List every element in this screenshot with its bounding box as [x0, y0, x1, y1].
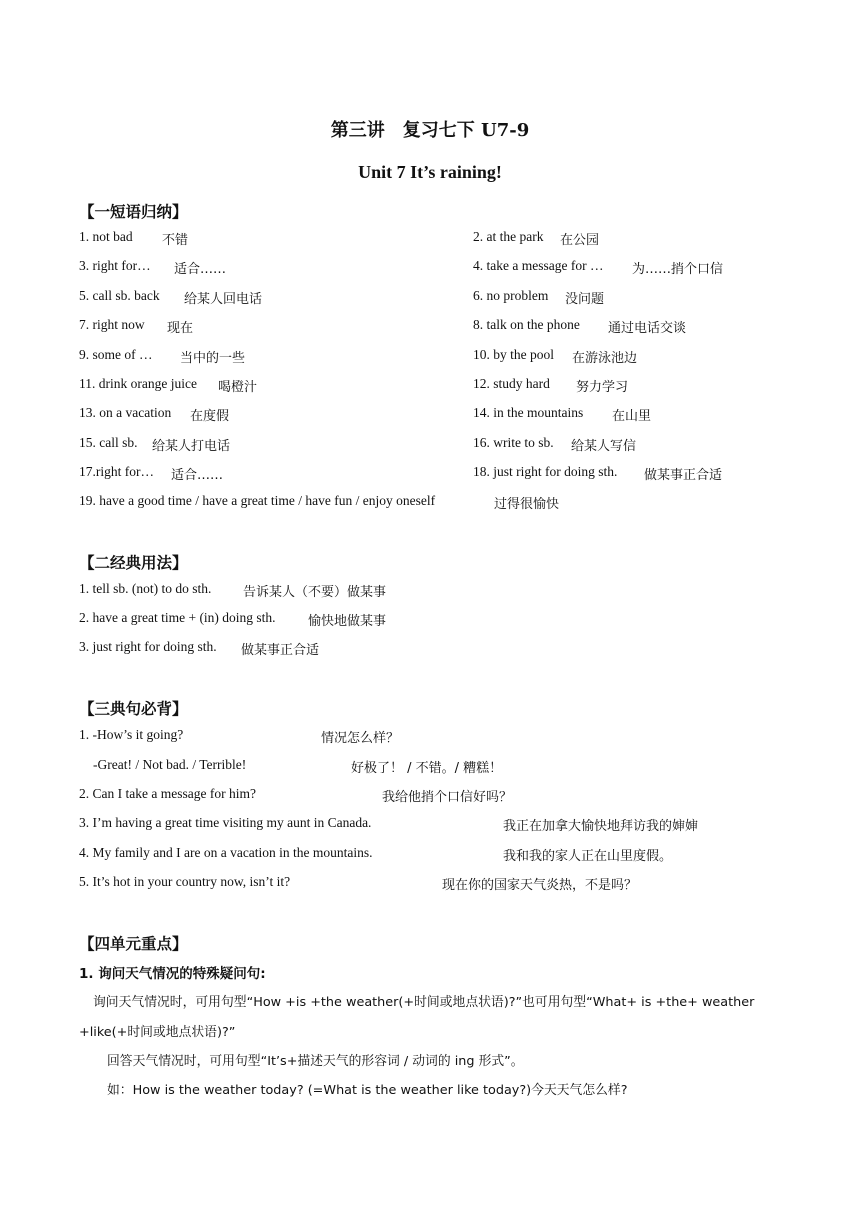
phrase-en: 14. in the mountains — [473, 405, 584, 420]
phrase-en: 8. talk on the phone — [473, 317, 580, 332]
phrase-cn: 努力学习 — [576, 380, 629, 395]
usage-item-cn: 愉快地做某事 — [308, 614, 387, 629]
usage-item-en: 1. tell sb. (not) to do sth. — [79, 581, 212, 596]
phrase-en: 18. just right for doing sth. — [473, 464, 618, 479]
phrase-en: 5. call sb. back — [79, 288, 160, 303]
usage-item-en: 3. just right for doing sth. — [79, 639, 217, 654]
phrase-cn: 适合…… — [174, 262, 227, 277]
phrase-cn: 过得很愉快 — [494, 497, 560, 512]
phrase-en: 4. take a message for … — [473, 258, 604, 273]
phrase-cn: 在度假 — [190, 409, 230, 424]
phrase-item — [79, 493, 435, 509]
phrase-en: 6. no problem — [473, 288, 549, 303]
phrase-en: 1. not bad — [79, 229, 133, 244]
phrase-cn: 给某人写信 — [571, 439, 637, 454]
phrase-cn: 当中的一些 — [180, 351, 246, 366]
key-point-text: 询问天气情况时，可用句型“How +is +the weather(+时间或地点状语)?”也可用句型“What+ is +the+ weather — [93, 995, 755, 1010]
phrase-cn: 在游泳池边 — [572, 351, 638, 366]
section-heading-sentences: 【三典句必背】 — [79, 699, 188, 718]
unit-title: Unit 7 It’s raining! — [358, 162, 502, 182]
sentence-cn: 我和我的家人正在山里度假。 — [503, 849, 673, 864]
phrase-en: 19. have a good time / have a great time / have fun / enjoy oneself — [79, 493, 436, 508]
phrase-cn: 给某人回电话 — [184, 292, 263, 307]
phrase-en: 17.right for… — [79, 464, 154, 479]
sentence-cn: 情况怎么样？ — [321, 731, 400, 746]
key-point-title: 1. 询问天气情况的特殊疑问句: — [79, 966, 266, 982]
section-heading-phrases: 【一短语归纳】 — [79, 202, 188, 221]
phrase-en: 16. write to sb. — [473, 435, 554, 450]
phrase-cn: 现在 — [167, 321, 194, 336]
phrase-en: 7. right now — [79, 317, 145, 332]
sentence-en: 1. -How’s it going? — [79, 727, 184, 742]
sentence-cn: 我正在加拿大愉快地拜访我的婶婶 — [503, 819, 699, 834]
usage-item-cn: 告诉某人（不要）做某事 — [243, 585, 387, 600]
sentence-cn: 我给他捎个口信好吗？ — [382, 790, 513, 805]
key-point-text: +like(+时间或地点状语)?” — [79, 1025, 236, 1040]
phrase-cn: 为……捎个口信 — [632, 262, 724, 277]
phrase-cn: 没问题 — [565, 292, 605, 307]
key-point-text: 回答天气情况时，可用句型“It’s+描述天气的形容词 / 动词的 ing 形式”。 — [107, 1054, 524, 1069]
phrase-en: 10. by the pool — [473, 347, 554, 362]
phrase-cn: 适合…… — [171, 468, 224, 483]
phrase-en: 3. right for… — [79, 258, 151, 273]
phrase-en: 13. on a vacation — [79, 405, 172, 420]
phrase-cn: 通过电话交谈 — [608, 321, 687, 336]
phrase-cn: 在公园 — [560, 233, 600, 248]
phrase-cn: 做某事正合适 — [644, 468, 723, 483]
usage-item-en: 2. have a great time + (in) doing sth. — [79, 610, 276, 625]
phrase-en: 12. study hard — [473, 376, 550, 391]
phrase-en: 11. drink orange juice — [79, 376, 197, 391]
sentence-cn: 现在你的国家天气炎热，不是吗？ — [442, 878, 638, 893]
section-heading-usage: 【二经典用法】 — [79, 553, 188, 572]
phrase-cn: 喝橙汁 — [218, 380, 258, 395]
phrase-cn: 给某人打电话 — [152, 439, 231, 454]
sentence-en: 2. Can I take a message for him? — [79, 786, 256, 801]
sentence-en: 3. I’m having a great time visiting my aunt in Canada. — [79, 815, 372, 830]
phrase-cn: 在山里 — [612, 409, 652, 424]
usage-item-cn: 做某事正合适 — [241, 643, 320, 658]
page-title: 第三讲 复习七下 U7-9 — [330, 120, 530, 141]
sentence-cn: 好极了！ / 不错。/ 糟糕！ — [351, 761, 503, 776]
phrase-en: 9. some of … — [79, 347, 153, 362]
key-point-example: 如：How is the weather today? (=What is the weather like today?)今天天气怎么样? — [107, 1083, 628, 1098]
phrase-en: 15. call sb. — [79, 435, 138, 450]
phrase-en: 2. at the park — [473, 229, 544, 244]
sentence-en: -Great! / Not bad. / Terrible! — [93, 757, 247, 772]
section-heading-key-points: 【四单元重点】 — [79, 934, 188, 953]
sentence-en: 5. It’s hot in your country now, isn’t it? — [79, 874, 291, 889]
sentence-en: 4. My family and I are on a vacation in the mountains. — [79, 845, 373, 860]
phrase-cn: 不错 — [162, 233, 189, 248]
